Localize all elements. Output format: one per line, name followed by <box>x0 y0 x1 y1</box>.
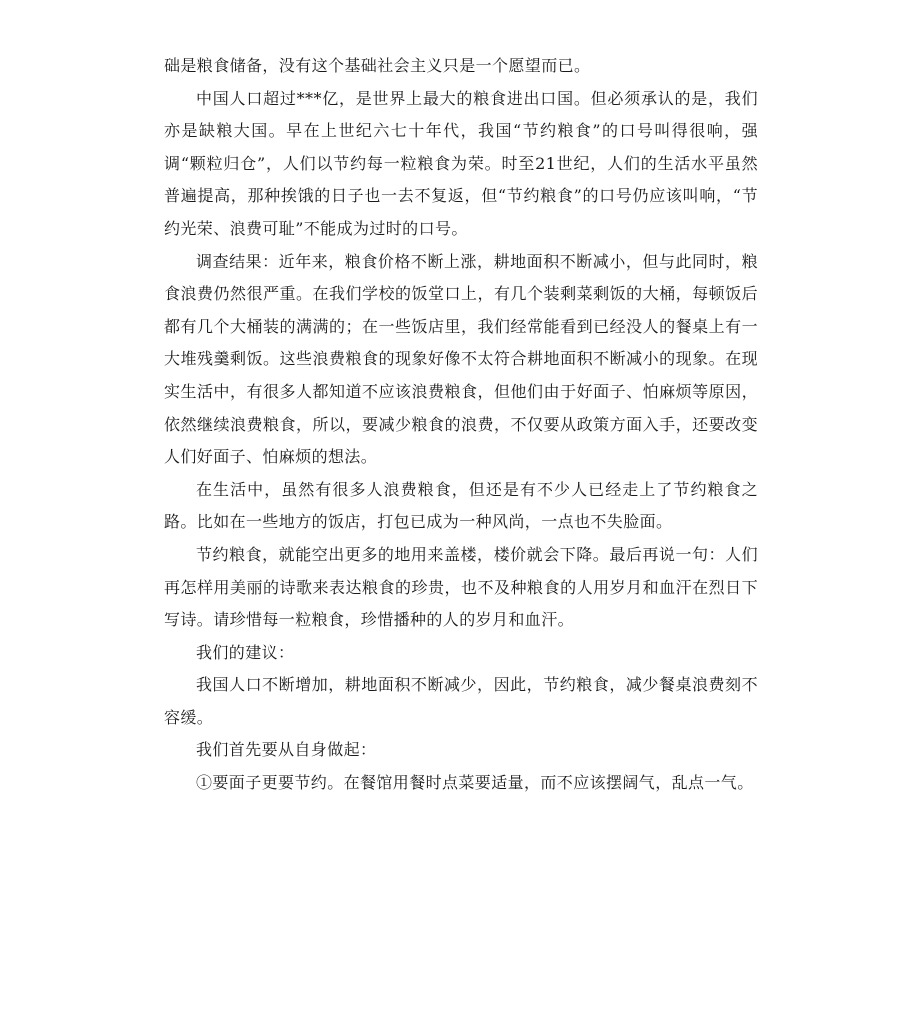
paragraph-item-1: ①要面子更要节约。在餐馆用餐时点菜要适量，而不应该摆阔气，乱点一气。 <box>196 773 754 793</box>
paragraph-survey-results: 调查结果：近年来，粮食价格不断上涨，耕地面积不断减小，但与此同时，粮食浪费仍然很严重。在我们学校的饭堂口上，有几个装剩菜剩饭的大桶，每顿饭后都有几个大桶装的满满的；在一些饭店里，我们经常能看到已经没人的餐桌上有一大堆残羹剩饭。这些浪费粮食的现象好像不太符合耕地面积不断减小的现象。在现实生活中，有很多人都知道不应该浪费粮食，但他们由于好面子、怕麻烦等原因，依然继续浪费粮食，所以，要减少粮食的浪费，不仅要从政策方面入手，还要改变人们好面子、怕麻烦的想法。 <box>164 251 758 467</box>
document-body <box>164 50 758 800</box>
paragraph-daily-life: 在生活中，虽然有很多人浪费粮食，但还是有不少人已经走上了节约粮食之路。比如在一些地方的饭店，打包已成为一种风尚，一点也不失脸面。 <box>164 479 758 532</box>
paragraph-suggestions-heading: 我们的建议： <box>196 642 295 662</box>
paragraph-continuation: 础是粮食储备，没有这个基础社会主义只是一个愿望而已。 <box>164 56 591 75</box>
paragraph-start-with-self: 我们首先要从自身做起： <box>196 740 377 760</box>
paragraph-conclusion: 节约粮食，就能空出更多的地用来盖楼，楼价就会下降。最后再说一句：人们再怎样用美丽的诗歌来表达粮食的珍贵，也不及种粮食的人用岁月和血汗在烈日下写诗。请珍惜每一粒粮食，珍惜播种的人的岁月和血汗。 <box>164 544 758 630</box>
paragraph-suggestion-intro: 我国人口不断增加，耕地面积不断减少，因此，节约粮食，减少餐桌浪费刻不容缓。 <box>164 675 758 727</box>
paragraph-population: 中国人口超过***亿，是世界上最大的粮食进出口国。但必须承认的是，我们亦是缺粮大国。早在上世纪六七十年代，我国“节约粮食”的口号叫得很响，强调“颗粒归仓”，人们以节约每一粒粮食为荣。时至21世纪，人们的生活水平虽然普遍提高，那种挨饿的日子也一去不复返，但“节约粮食”的口号仍应该叫响，“节约光荣、浪费可耻”不能成为过时的口号。 <box>164 88 758 238</box>
